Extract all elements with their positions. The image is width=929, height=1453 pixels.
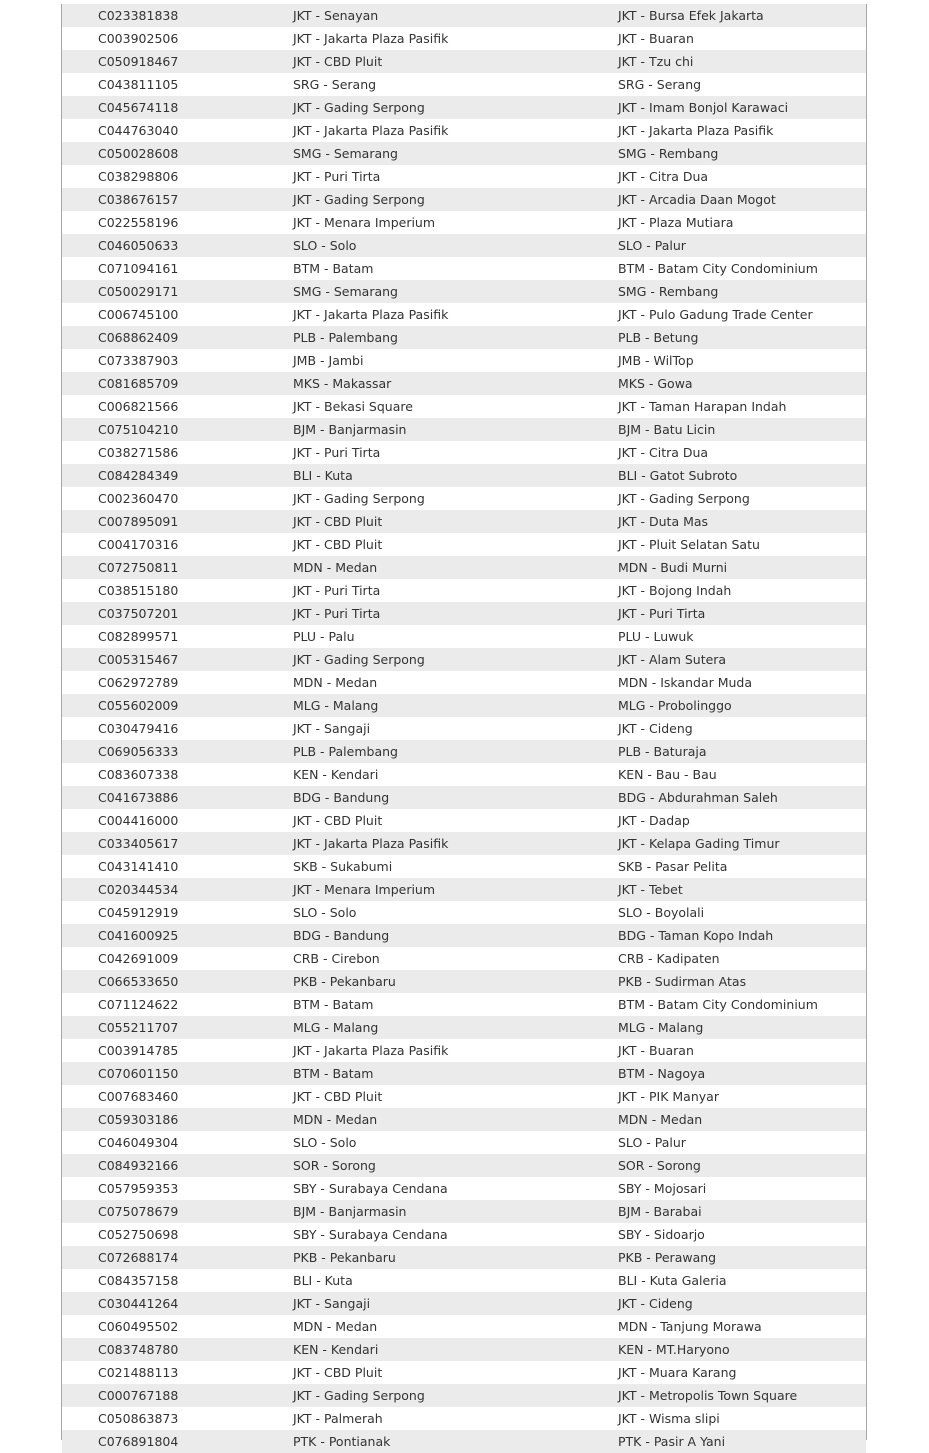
sub-branch-cell: JKT - Bojong Indah: [618, 583, 732, 598]
sub-branch-cell: BJM - Batu Licin: [618, 422, 716, 437]
branch-cell: SMG - Semarang: [293, 146, 398, 161]
customer-id-cell: C033405617: [98, 836, 179, 851]
customer-id-cell: C006821566: [98, 399, 179, 414]
table-body: [62, 4, 866, 1453]
sub-branch-cell: JKT - Gading Serpong: [618, 491, 750, 506]
customer-id-cell: C003902506: [98, 31, 179, 46]
table-row: [62, 671, 866, 694]
customer-id-cell: C055602009: [98, 698, 179, 713]
customer-id-cell: C038271586: [98, 445, 179, 460]
branch-cell: SKB - Sukabumi: [293, 859, 393, 874]
sub-branch-cell: BLI - Kuta Galeria: [618, 1273, 727, 1288]
table-row: [62, 27, 866, 50]
branch-cell: PLB - Palembang: [293, 330, 398, 345]
table-row: [62, 1246, 866, 1269]
sub-branch-cell: JKT - PIK Manyar: [618, 1089, 719, 1104]
customer-id-cell: C075104210: [98, 422, 179, 437]
table-row: [62, 740, 866, 763]
customer-id-cell: C007683460: [98, 1089, 179, 1104]
branch-cell: PLU - Palu: [293, 629, 355, 644]
sub-branch-cell: PLB - Betung: [618, 330, 699, 345]
sub-branch-cell: JKT - Taman Harapan Indah: [618, 399, 787, 414]
customer-id-cell: C042691009: [98, 951, 179, 966]
branch-cell: PLB - Palembang: [293, 744, 398, 759]
customer-id-cell: C037507201: [98, 606, 179, 621]
table-row: [62, 1292, 866, 1315]
branch-cell: BJM - Banjarmasin: [293, 422, 407, 437]
customer-id-cell: C003914785: [98, 1043, 179, 1058]
table-row: [62, 832, 866, 855]
branch-cell: JKT - Menara Imperium: [293, 215, 436, 230]
branch-cell: JKT - Gading Serpong: [293, 1388, 425, 1403]
table-row: [62, 786, 866, 809]
table-row: [62, 1062, 866, 1085]
branch-cell: MDN - Medan: [293, 675, 378, 690]
sub-branch-cell: JKT - Arcadia Daan Mogot: [618, 192, 776, 207]
branch-cell: JKT - Gading Serpong: [293, 491, 425, 506]
table-row: [62, 1315, 866, 1338]
customer-id-cell: C041673886: [98, 790, 179, 805]
branch-cell: JKT - Puri Tirta: [293, 583, 381, 598]
table-row: [62, 1269, 866, 1292]
customer-id-cell: C072750811: [98, 560, 179, 575]
sub-branch-cell: KEN - MT.Haryono: [618, 1342, 730, 1357]
branch-cell: SBY - Surabaya Cendana: [293, 1181, 448, 1196]
sub-branch-cell: JKT - Duta Mas: [618, 514, 709, 529]
sub-branch-cell: MDN - Iskandar Muda: [618, 675, 753, 690]
table-row: [62, 142, 866, 165]
table-row: [62, 1361, 866, 1384]
customer-id-cell: C004416000: [98, 813, 179, 828]
table-row: [62, 1200, 866, 1223]
sub-branch-cell: SBY - Sidoarjo: [618, 1227, 705, 1242]
sub-branch-cell: JKT - Cideng: [618, 721, 693, 736]
customer-id-cell: C021488113: [98, 1365, 179, 1380]
branch-cell: MDN - Medan: [293, 1112, 378, 1127]
table-row: [62, 1338, 866, 1361]
sub-branch-cell: MKS - Gowa: [618, 376, 693, 391]
customer-id-cell: C071094161: [98, 261, 179, 276]
customer-id-cell: C045912919: [98, 905, 179, 920]
sub-branch-cell: BTM - Batam City Condominium: [618, 997, 818, 1012]
customer-id-cell: C082899571: [98, 629, 179, 644]
table-row: [62, 464, 866, 487]
table-row: [62, 165, 866, 188]
branch-cell: JKT - CBD Pluit: [293, 54, 383, 69]
branch-cell: BJM - Banjarmasin: [293, 1204, 407, 1219]
sub-branch-cell: BDG - Abdurahman Saleh: [618, 790, 778, 805]
customer-id-cell: C052750698: [98, 1227, 179, 1242]
sub-branch-cell: JKT - Plaza Mutiara: [618, 215, 734, 230]
branch-cell: MLG - Malang: [293, 1020, 379, 1035]
branch-cell: JKT - Puri Tirta: [293, 169, 381, 184]
branch-cell: BTM - Batam: [293, 261, 374, 276]
branch-cell: MKS - Makassar: [293, 376, 392, 391]
customer-id-cell: C002360470: [98, 491, 179, 506]
branch-cell: MLG - Malang: [293, 698, 379, 713]
branch-cell: JMB - Jambi: [293, 353, 364, 368]
sub-branch-cell: SMG - Rembang: [618, 146, 719, 161]
table-row: [62, 1131, 866, 1154]
customer-id-cell: C007895091: [98, 514, 179, 529]
customer-id-cell: C083607338: [98, 767, 179, 782]
branch-cell: PKB - Pekanbaru: [293, 1250, 396, 1265]
sub-branch-cell: JKT - Tebet: [618, 882, 683, 897]
branch-cell: SLO - Solo: [293, 1135, 357, 1150]
sub-branch-cell: JKT - Muara Karang: [618, 1365, 737, 1380]
customer-id-cell: C038298806: [98, 169, 179, 184]
branch-cell: JKT - Gading Serpong: [293, 192, 425, 207]
sub-branch-cell: JKT - Citra Dua: [618, 169, 709, 184]
branch-cell: BTM - Batam: [293, 1066, 374, 1081]
customer-id-cell: C071124622: [98, 997, 179, 1012]
customer-id-cell: C069056333: [98, 744, 179, 759]
table-row: [62, 372, 866, 395]
sub-branch-cell: JKT - Puri Tirta: [618, 606, 706, 621]
customer-id-cell: C043141410: [98, 859, 179, 874]
sub-branch-cell: SKB - Pasar Pelita: [618, 859, 728, 874]
customer-id-cell: C046050633: [98, 238, 179, 253]
customer-id-cell: C022558196: [98, 215, 179, 230]
sub-branch-cell: BJM - Barabai: [618, 1204, 702, 1219]
sub-branch-cell: JKT - Buaran: [618, 31, 694, 46]
table-row: [62, 970, 866, 993]
table-row: [62, 1039, 866, 1062]
customer-id-cell: C070601150: [98, 1066, 179, 1081]
branch-cell: SLO - Solo: [293, 905, 357, 920]
table-row: [62, 924, 866, 947]
table-row: [62, 418, 866, 441]
table-row: [62, 257, 866, 280]
sub-branch-cell: JKT - Tzu chi: [618, 54, 694, 69]
sub-branch-cell: JKT - Alam Sutera: [618, 652, 727, 667]
sub-branch-cell: SLO - Palur: [618, 238, 686, 253]
customer-id-cell: C084357158: [98, 1273, 179, 1288]
sub-branch-cell: PLB - Baturaja: [618, 744, 707, 759]
customer-id-cell: C000767188: [98, 1388, 179, 1403]
branch-cell: PTK - Pontianak: [293, 1434, 391, 1449]
sub-branch-cell: PKB - Sudirman Atas: [618, 974, 747, 989]
customer-id-cell: C050918467: [98, 54, 179, 69]
sub-branch-cell: JKT - Jakarta Plaza Pasifik: [618, 123, 774, 138]
customer-id-cell: C046049304: [98, 1135, 179, 1150]
sub-branch-cell: JMB - WilTop: [618, 353, 694, 368]
customer-id-cell: C055211707: [98, 1020, 179, 1035]
table-row: [62, 326, 866, 349]
customer-id-cell: C038676157: [98, 192, 179, 207]
table-row: [62, 188, 866, 211]
sub-branch-cell: PLU - Luwuk: [618, 629, 694, 644]
sub-branch-cell: PKB - Perawang: [618, 1250, 717, 1265]
data-table: [61, 4, 867, 1449]
table-row: [62, 878, 866, 901]
table-row: [62, 50, 866, 73]
table-row: [62, 556, 866, 579]
table-row: [62, 625, 866, 648]
customer-id-cell: C041600925: [98, 928, 179, 943]
table-row: [62, 510, 866, 533]
customer-id-cell: C066533650: [98, 974, 179, 989]
branch-cell: JKT - Jakarta Plaza Pasifik: [293, 307, 449, 322]
table-row: [62, 73, 866, 96]
table-row: [62, 901, 866, 924]
table-row: [62, 855, 866, 878]
customer-id-cell: C057959353: [98, 1181, 179, 1196]
customer-id-cell: C060495502: [98, 1319, 179, 1334]
table-row: [62, 763, 866, 786]
table-row: [62, 96, 866, 119]
customer-id-cell: C050029171: [98, 284, 179, 299]
table-row: [62, 1430, 866, 1453]
sub-branch-cell: MDN - Tanjung Morawa: [618, 1319, 762, 1334]
branch-cell: SMG - Semarang: [293, 284, 398, 299]
branch-cell: JKT - Puri Tirta: [293, 445, 381, 460]
table-row: [62, 809, 866, 832]
customer-id-cell: C072688174: [98, 1250, 179, 1265]
customer-id-cell: C030441264: [98, 1296, 179, 1311]
branch-cell: CRB - Cirebon: [293, 951, 380, 966]
sub-branch-cell: SMG - Rembang: [618, 284, 719, 299]
branch-cell: JKT - CBD Pluit: [293, 813, 383, 828]
table-row: [62, 1223, 866, 1246]
customer-id-cell: C020344534: [98, 882, 179, 897]
customer-id-cell: C006745100: [98, 307, 179, 322]
customer-id-cell: C004170316: [98, 537, 179, 552]
branch-cell: BDG - Bandung: [293, 928, 390, 943]
table-row: [62, 648, 866, 671]
sub-branch-cell: JKT - Imam Bonjol Karawaci: [618, 100, 789, 115]
table-row: [62, 234, 866, 257]
customer-id-cell: C050028608: [98, 146, 179, 161]
table-row: [62, 717, 866, 740]
branch-cell: JKT - Sangaji: [293, 721, 371, 736]
customer-id-cell: C044763040: [98, 123, 179, 138]
sub-branch-cell: JKT - Pluit Selatan Satu: [618, 537, 760, 552]
branch-cell: SRG - Serang: [293, 77, 377, 92]
branch-cell: JKT - Gading Serpong: [293, 652, 425, 667]
sub-branch-cell: MLG - Malang: [618, 1020, 704, 1035]
table-row: [62, 602, 866, 625]
customer-id-cell: C083748780: [98, 1342, 179, 1357]
sub-branch-cell: JKT - Pulo Gadung Trade Center: [618, 307, 813, 322]
customer-id-cell: C005315467: [98, 652, 179, 667]
branch-cell: JKT - Jakarta Plaza Pasifik: [293, 1043, 449, 1058]
table-row: [62, 395, 866, 418]
table-row: [62, 303, 866, 326]
customer-id-cell: C068862409: [98, 330, 179, 345]
customer-id-cell: C075078679: [98, 1204, 179, 1219]
customer-id-cell: C084932166: [98, 1158, 179, 1173]
branch-cell: JKT - Jakarta Plaza Pasifik: [293, 123, 449, 138]
table-row: [62, 487, 866, 510]
customer-id-cell: C081685709: [98, 376, 179, 391]
sub-branch-cell: SRG - Serang: [618, 77, 702, 92]
sub-branch-cell: JKT - Bursa Efek Jakarta: [618, 8, 764, 23]
table-row: [62, 441, 866, 464]
sub-branch-cell: SLO - Boyolali: [618, 905, 705, 920]
table-row: [62, 947, 866, 970]
sub-branch-cell: BTM - Nagoya: [618, 1066, 706, 1081]
branch-cell: JKT - CBD Pluit: [293, 1365, 383, 1380]
sub-branch-cell: JKT - Citra Dua: [618, 445, 709, 460]
sub-branch-cell: PTK - Pasir A Yani: [618, 1434, 726, 1449]
branch-cell: JKT - CBD Pluit: [293, 514, 383, 529]
customer-id-cell: C045674118: [98, 100, 179, 115]
sub-branch-cell: JKT - Kelapa Gading Timur: [618, 836, 780, 851]
customer-id-cell: C043811105: [98, 77, 179, 92]
sub-branch-cell: JKT - Dadap: [618, 813, 690, 828]
sub-branch-cell: MDN - Budi Murni: [618, 560, 728, 575]
sub-branch-cell: JKT - Cideng: [618, 1296, 693, 1311]
branch-cell: MDN - Medan: [293, 560, 378, 575]
sub-branch-cell: SOR - Sorong: [618, 1158, 701, 1173]
table-row: [62, 1085, 866, 1108]
branch-cell: SOR - Sorong: [293, 1158, 376, 1173]
branch-cell: JKT - Puri Tirta: [293, 606, 381, 621]
sub-branch-cell: JKT - Wisma slipi: [618, 1411, 720, 1426]
sub-branch-cell: JKT - Buaran: [618, 1043, 694, 1058]
sub-branch-cell: SLO - Palur: [618, 1135, 686, 1150]
table-row: [62, 993, 866, 1016]
table-row: [62, 4, 866, 27]
table-row: [62, 349, 866, 372]
customer-id-cell: C030479416: [98, 721, 179, 736]
branch-cell: MDN - Medan: [293, 1319, 378, 1334]
customer-id-cell: C084284349: [98, 468, 179, 483]
table-row: [62, 533, 866, 556]
branch-cell: JKT - Bekasi Square: [293, 399, 413, 414]
table-row: [62, 1154, 866, 1177]
sub-branch-cell: CRB - Kadipaten: [618, 951, 720, 966]
branch-cell: JKT - Palmerah: [293, 1411, 383, 1426]
table-row: [62, 579, 866, 602]
table-row: [62, 694, 866, 717]
branch-cell: JKT - CBD Pluit: [293, 1089, 383, 1104]
sub-branch-cell: JKT - Metropolis Town Square: [618, 1388, 798, 1403]
branch-cell: JKT - Senayan: [293, 8, 379, 23]
sub-branch-cell: MDN - Medan: [618, 1112, 703, 1127]
customer-id-cell: C076891804: [98, 1434, 179, 1449]
branch-cell: KEN - Kendari: [293, 767, 379, 782]
table-row: [62, 1407, 866, 1430]
table-row: [62, 1384, 866, 1407]
branch-cell: SBY - Surabaya Cendana: [293, 1227, 448, 1242]
branch-cell: JKT - Menara Imperium: [293, 882, 436, 897]
table-row: [62, 280, 866, 303]
branch-cell: BLI - Kuta: [293, 1273, 353, 1288]
sub-branch-cell: KEN - Bau - Bau: [618, 767, 717, 782]
customer-id-cell: C062972789: [98, 675, 179, 690]
customer-id-cell: C073387903: [98, 353, 179, 368]
sub-branch-cell: SBY - Mojosari: [618, 1181, 707, 1196]
sub-branch-cell: BTM - Batam City Condominium: [618, 261, 818, 276]
branch-cell: BLI - Kuta: [293, 468, 353, 483]
branch-cell: JKT - CBD Pluit: [293, 537, 383, 552]
branch-cell: SLO - Solo: [293, 238, 357, 253]
branch-cell: JKT - Sangaji: [293, 1296, 371, 1311]
branch-cell: BTM - Batam: [293, 997, 374, 1012]
table-row: [62, 211, 866, 234]
sub-branch-cell: MLG - Probolinggo: [618, 698, 732, 713]
table-row: [62, 119, 866, 142]
branch-cell: PKB - Pekanbaru: [293, 974, 396, 989]
table-row: [62, 1177, 866, 1200]
customer-id-cell: C050863873: [98, 1411, 179, 1426]
customer-id-cell: C038515180: [98, 583, 179, 598]
sub-branch-cell: BDG - Taman Kopo Indah: [618, 928, 774, 943]
branch-cell: JKT - Jakarta Plaza Pasifik: [293, 836, 449, 851]
branch-cell: KEN - Kendari: [293, 1342, 379, 1357]
table-row: [62, 1016, 866, 1039]
customer-id-cell: C023381838: [98, 8, 179, 23]
branch-cell: JKT - Gading Serpong: [293, 100, 425, 115]
branch-cell: BDG - Bandung: [293, 790, 390, 805]
customer-id-cell: C059303186: [98, 1112, 179, 1127]
table-row: [62, 1108, 866, 1131]
branch-cell: JKT - Jakarta Plaza Pasifik: [293, 31, 449, 46]
sub-branch-cell: BLI - Gatot Subroto: [618, 468, 738, 483]
